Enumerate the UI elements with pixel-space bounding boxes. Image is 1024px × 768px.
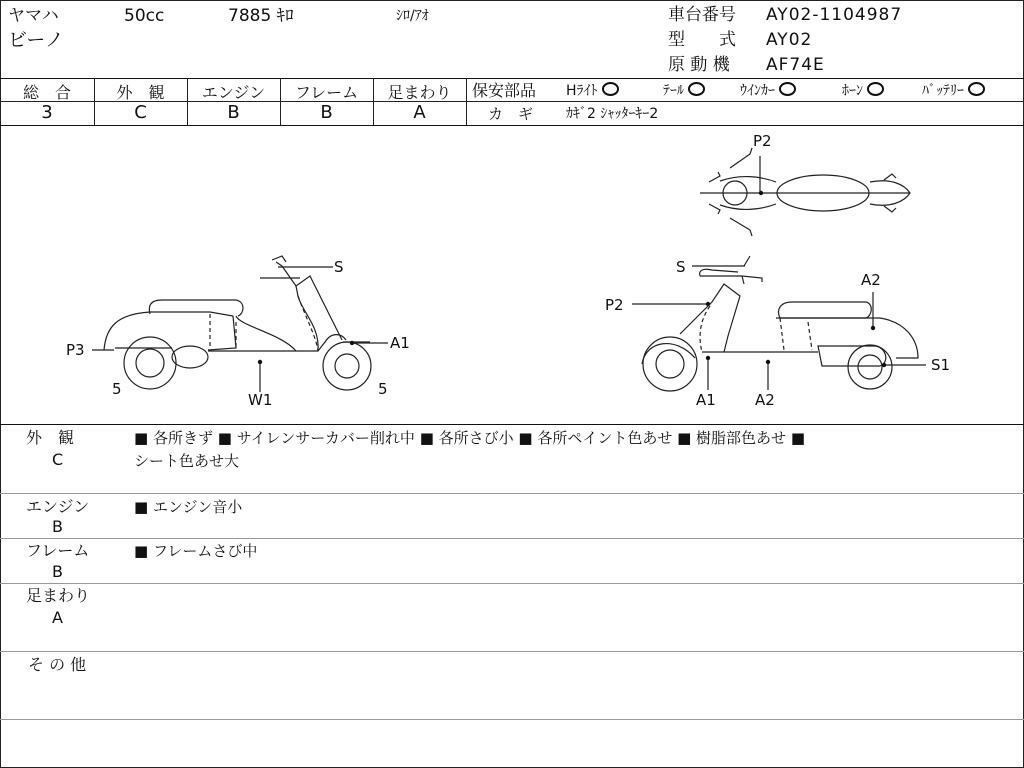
- remark-grade-frame: B: [52, 562, 63, 581]
- diagram-bottom-line: [0, 424, 1024, 425]
- safety-item-label: ｳｲﾝｶｰ: [740, 83, 775, 99]
- label-left-w1: W1: [248, 391, 273, 409]
- remark-grade-engine: B: [52, 517, 63, 536]
- grade-label-overall: 総 合: [22, 83, 71, 102]
- engine-value: AF74E: [766, 55, 825, 75]
- remark-divider-3: [0, 583, 1024, 584]
- remark-grade-exterior: C: [52, 450, 64, 469]
- frame-no-label: 車台番号: [668, 5, 736, 25]
- grade-top-line: [0, 78, 1024, 79]
- safety-mid-line: [466, 101, 1024, 102]
- label-top-p2: P2: [753, 132, 772, 150]
- label-right-p2: P2: [605, 296, 624, 314]
- label-right-s1: S1: [931, 356, 951, 374]
- right-marker-dots: [706, 302, 886, 367]
- label-right-s: S: [676, 258, 686, 276]
- color: ｼﾛ/ｱｵ: [396, 8, 429, 24]
- left-marker-dots: [258, 341, 354, 364]
- keys-value: ｶｷﾞ2 ｼｬｯﾀｰｷｰ2: [566, 106, 659, 122]
- remark-label-other: そ の 他: [28, 655, 87, 674]
- type-value: AY02: [766, 30, 813, 50]
- grade-value-engine: B: [227, 102, 240, 123]
- ok-circle-icon: [779, 82, 796, 96]
- top-view-scooter: [700, 148, 910, 236]
- engine-label: 原 動 機: [668, 55, 730, 75]
- grade-label-suspension: 足まわり: [387, 83, 452, 102]
- maker: ヤマハ: [8, 6, 59, 26]
- remark-text-engine: ■ エンジン音小: [134, 498, 243, 516]
- label-left-a1: A1: [390, 334, 410, 352]
- grade-value-suspension: A: [413, 102, 426, 123]
- grade-col-5: [466, 78, 467, 125]
- remark-label-engine: エンジン: [26, 497, 90, 516]
- grade-label-engine: エンジン: [201, 83, 266, 102]
- ok-circle-icon: [602, 82, 619, 96]
- displacement: 50cc: [124, 6, 165, 26]
- remark-label-suspension: 足まわり: [26, 586, 91, 605]
- label-left-5a: 5: [112, 380, 122, 398]
- safety-item-headlight: [566, 81, 619, 101]
- safety-item-label: ﾃｰﾙ: [663, 83, 684, 99]
- mileage: 7885 ｷﾛ: [228, 6, 294, 26]
- safety-item-horn: [842, 81, 884, 101]
- safety-title: 保安部品: [472, 81, 537, 100]
- left-leader-lines: [92, 267, 388, 392]
- left-side-scooter: [104, 256, 371, 390]
- label-right-a2-top: A2: [861, 271, 881, 289]
- remark-text-frame: ■ フレームさび中: [134, 542, 258, 560]
- top-marker-dots: [759, 191, 763, 195]
- type-label: 型 式: [668, 30, 736, 50]
- right-leader-lines: [632, 266, 926, 390]
- label-left-s: S: [334, 258, 344, 276]
- remark-grade-suspension: A: [52, 608, 63, 627]
- ok-circle-icon: [688, 82, 705, 96]
- ok-circle-icon: [867, 82, 884, 96]
- remark-text-exterior-2: シート色あせ大: [134, 452, 240, 470]
- remark-divider-2: [0, 538, 1024, 539]
- label-left-p3: P3: [66, 341, 85, 359]
- grade-label-frame: フレーム: [294, 83, 359, 102]
- safety-item-tail: [663, 81, 705, 101]
- frame-no: AY02-1104987: [766, 5, 903, 25]
- safety-item-winker: [740, 81, 796, 101]
- grade-value-frame: B: [320, 102, 333, 123]
- remark-label-frame: フレーム: [26, 541, 90, 560]
- grade-value-exterior: C: [134, 102, 147, 123]
- label-left-5b: 5: [378, 380, 388, 398]
- safety-item-battery: [922, 81, 985, 101]
- safety-item-label: ﾎｰﾝ: [842, 83, 863, 99]
- ok-circle-icon: [968, 82, 985, 96]
- safety-item-label: ﾊﾞｯﾃﾘｰ: [922, 83, 964, 99]
- remark-divider-5: [0, 719, 1024, 720]
- remark-divider-1: [0, 493, 1024, 494]
- remark-divider-4: [0, 651, 1024, 652]
- model: ビーノ: [8, 29, 64, 51]
- label-right-a1: A1: [696, 391, 716, 409]
- remark-text-exterior: ■ 各所きず ■ サイレンサーカバー削れ中 ■ 各所さび小 ■ 各所ペイント色あせ ■ 樹脂部色あせ ■: [134, 429, 805, 447]
- grade-label-exterior: 外 観: [116, 83, 165, 102]
- grade-value-overall: 3: [41, 102, 53, 123]
- keys-label: カ ギ: [488, 105, 534, 123]
- label-right-a2: A2: [755, 391, 775, 409]
- safety-item-label: Hﾗｲﾄ: [566, 83, 598, 99]
- remark-label-exterior: 外 観: [26, 428, 75, 447]
